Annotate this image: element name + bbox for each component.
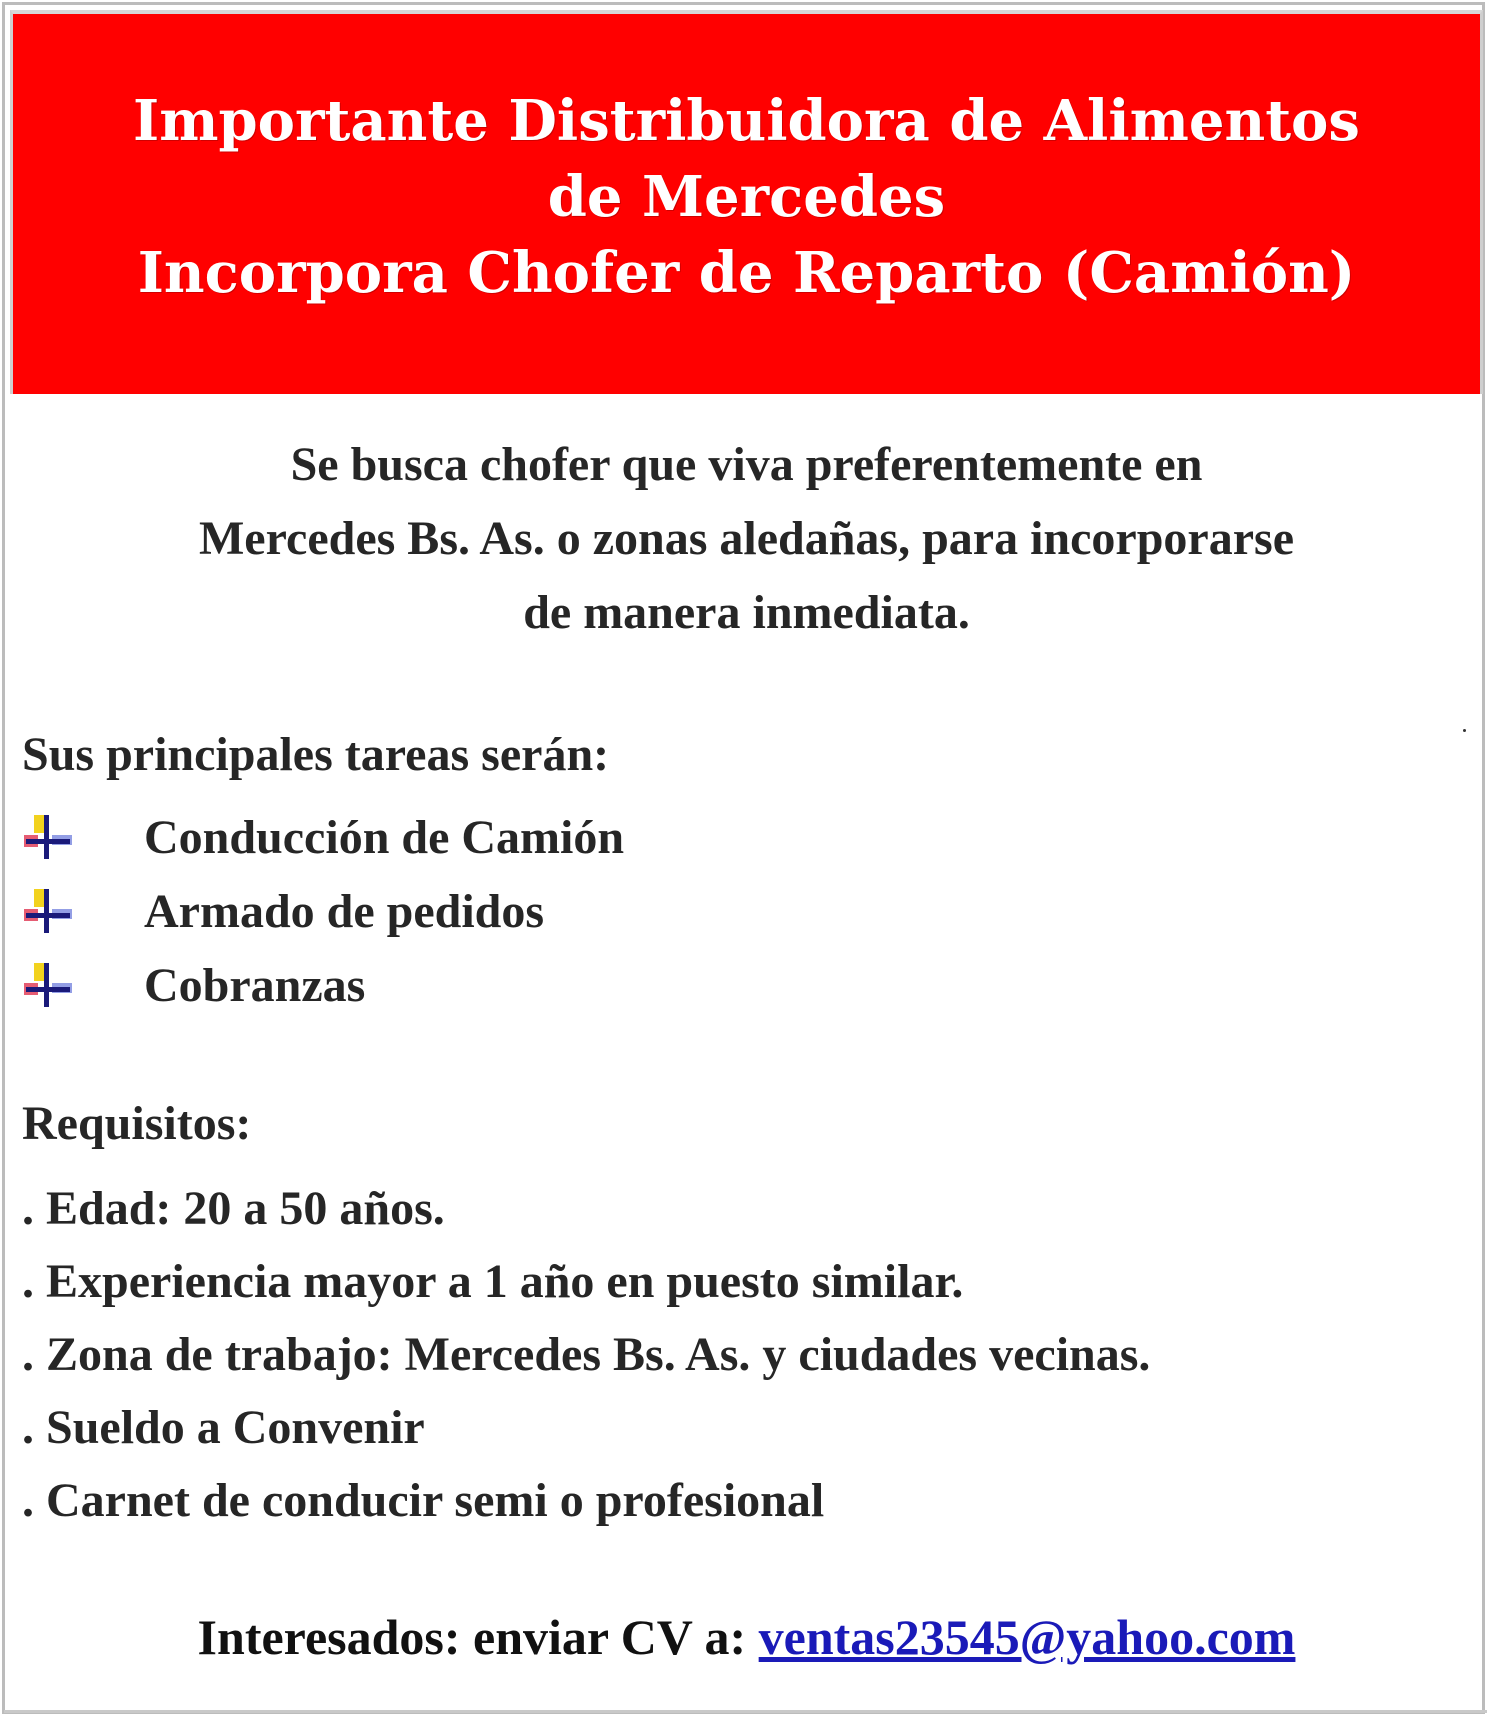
banner-title-line-3: Incorpora Chofer de Reparto (Camión) [137, 240, 1356, 306]
task-label: Armado de pedidos [144, 884, 545, 938]
plus-bullet-icon [22, 961, 74, 1009]
task-label: Conducción de Camión [144, 810, 625, 864]
header-banner [10, 10, 1483, 394]
intro-line-1: Se busca chofer que viva preferentemente en [290, 438, 1203, 491]
task-list [22, 800, 624, 1022]
intro-line-3: de manera inmediata. [523, 586, 970, 639]
list-item: . Sueldo a Convenir [22, 1401, 425, 1454]
list-item: . Zona de trabajo: Mercedes Bs. As. y ciudades vecinas. [22, 1328, 1151, 1381]
plus-bullet-icon [22, 813, 74, 861]
contact-line [0, 1608, 1493, 1666]
list-item [22, 948, 624, 1022]
intro-line-2: Mercedes Bs. As. o zonas aledañas, para incorporarse [198, 512, 1295, 565]
plus-bullet-icon [22, 887, 74, 935]
tasks-heading: Sus principales tareas serán: [22, 728, 610, 781]
list-item: . Experiencia mayor a 1 año en puesto similar. [22, 1255, 964, 1308]
list-item [22, 800, 624, 874]
list-item: . Edad: 20 a 50 años. [22, 1182, 445, 1235]
contact-prefix: Interesados: enviar CV a: [197, 1609, 759, 1665]
bottom-divider [4, 1710, 1487, 1713]
banner-title-line-2: de Mercedes [547, 164, 946, 230]
requirements-heading: Requisitos: [22, 1097, 252, 1150]
intro-paragraph [0, 428, 1493, 650]
list-item: . Carnet de conducir semi o profesional [22, 1474, 825, 1527]
banner-title-line-1: Importante Distribuidora de Alimentos [133, 88, 1360, 154]
list-item [22, 874, 624, 948]
stray-dot [1463, 729, 1466, 732]
email-link[interactable]: ventas23545@yahoo.com [758, 1609, 1296, 1665]
requirements-list [22, 1172, 1150, 1537]
task-label: Cobranzas [144, 958, 366, 1012]
